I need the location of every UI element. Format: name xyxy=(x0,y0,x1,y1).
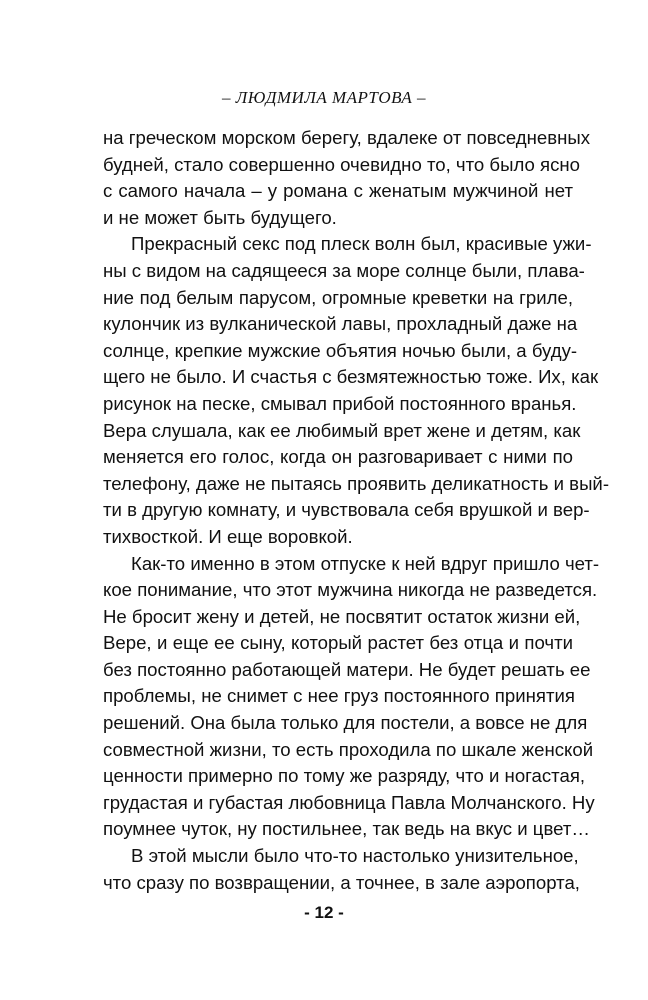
running-header: – ЛЮДМИЛА МАРТОВА – xyxy=(221,88,427,107)
text-line: ценности примерно по тому же разряду, что и ногастая, xyxy=(103,765,586,787)
text-line: ти в другую комнату, и чувствовала себя врушкой и вер- xyxy=(103,499,590,521)
text-line: ние под белым парусом, огромные креветки на гриле, xyxy=(103,286,573,308)
text-line: рисунок на песке, смывал прибой постоянного вранья. xyxy=(103,392,577,414)
paragraph-first-line: Как-то именно в этом отпуске к ней вдруг пришло чет- xyxy=(131,552,600,574)
text-line: и не может быть будущего. xyxy=(103,206,337,228)
text-line: Не бросит жену и детей, не посвятит остаток жизни ей, xyxy=(103,605,581,627)
text-line: Вере, и еще ее сыну, который растет без отца и почти xyxy=(103,632,573,654)
text-line: совместной жизни, то есть проходила по шкале женской xyxy=(103,738,594,760)
text-line: щего не было. И счастья с безмятежностью тоже. Их, как xyxy=(103,366,599,388)
text-line: поумнее чуток, ну постильнее, так ведь на вкус и цвет… xyxy=(103,818,590,840)
text-line: кулончик из вулканической лавы, прохладный даже на xyxy=(103,313,578,335)
text-line: проблемы, не снимет с нее груз постоянного принятия xyxy=(103,685,575,707)
text-line: решений. Она была только для постели, а вовсе не для xyxy=(103,712,588,734)
paragraph-first-line: Прекрасный секс под плеск волн был, красивые ужи- xyxy=(131,233,592,255)
text-line: кое понимание, что этот мужчина никогда не разведется. xyxy=(103,579,598,601)
paragraph-first-line: В этой мысли было что-то настолько унизительное, xyxy=(131,845,579,867)
text-line: ны с видом на садящееся за море солнце были, плава- xyxy=(103,259,585,281)
text-line: на греческом морском берегу, вдалеке от повседневных xyxy=(103,127,591,148)
text-line: с самого начала – у романа с женатым мужчиной нет xyxy=(103,180,573,202)
page-body-text xyxy=(103,125,610,896)
page-number: - 12 - xyxy=(304,903,344,922)
text-line: что сразу по возвращении, а точнее, в зале аэропорта, xyxy=(103,871,580,893)
text-line: грудастая и губастая любовница Павла Молчанского. Ну xyxy=(103,791,595,813)
text-line: Вера слушала, как ее любимый врет жене и детям, как xyxy=(103,419,581,441)
text-line: солнце, крепкие мужские объятия ночью были, а буду- xyxy=(103,339,578,361)
text-line: тихвосткой. И еще воровкой. xyxy=(103,525,353,547)
text-line: меняется его голос, когда он разговаривает с ними по xyxy=(103,446,573,468)
text-line: телефону, даже не пытаясь проявить деликатность и вый- xyxy=(103,472,610,494)
text-line: будней, стало совершенно очевидно то, что было ясно xyxy=(103,153,580,175)
text-line: без постоянно работающей матери. Не будет решать ее xyxy=(103,658,591,680)
